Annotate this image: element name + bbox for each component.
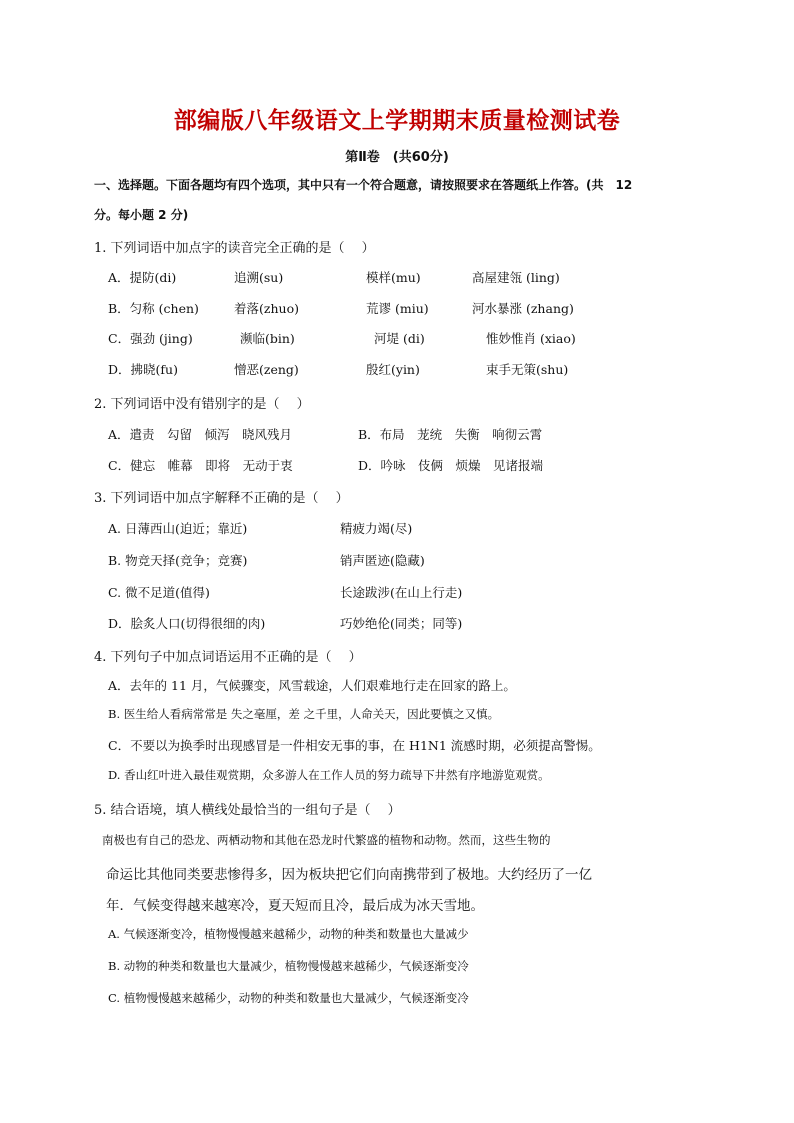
q3-option-b1: B. 物竞天择(竞争；竞赛) — [108, 553, 248, 568]
question-3-stem: 3. 下列词语中加点字解释不正确的是（ ） — [94, 491, 349, 506]
q1-option-d4: 束手无策(shu) — [486, 362, 569, 377]
q4-option-a: A．去年的 11 月，气候骤变，风雪载途，人们艰难地行走在回家的路上。 — [108, 678, 516, 693]
q4-option-c: C．不要以为换季时出现感冒是一件相安无事的事，在 H1N1 流感时期，必须提高警惕。 — [108, 738, 601, 753]
q3-option-d1: D．脍炙人口(切得很细的肉) — [108, 616, 266, 631]
q5-passage-line-1: 南极也有自己的恐龙、两栖动物和其他在恐龙时代繁盛的植物和动物。然而，这些生物的 — [102, 833, 551, 847]
q3-option-c2: 长途跋涉(在山上行走) — [340, 585, 463, 600]
page-title: 部编版八年级语文上学期期末质量检测试卷 — [173, 108, 621, 134]
q2-option-b: B．布局 茏统 失衡 响彻云霄 — [358, 427, 543, 442]
section-heading — [94, 170, 706, 230]
q5-option-c: C. 植物慢慢越来越稀少，动物的种类和数量也大量减少，气候逐渐变冷 — [108, 991, 469, 1005]
q3-option-c1: C. 微不足道(值得) — [108, 585, 210, 600]
q3-option-a2: 精疲力竭(尽) — [340, 521, 413, 536]
q4-option-d: D. 香山红叶进入最佳观赏期，众多游人在工作人员的努力疏导下井然有序地游览观赏。 — [108, 768, 550, 782]
q2-option-c: C．健忘 帷幕 即将 无动于衷 — [108, 458, 293, 473]
q1-option-a2: 追溯(su) — [234, 270, 284, 285]
question-4-stem: 4. 下列句子中加点词语运用不正确的是（ ） — [94, 650, 362, 665]
question-1-stem: 1. 下列词语中加点字的读音完全正确的是（ ） — [94, 241, 375, 256]
q1-option-c4: 惟妙惟肖 (xiao) — [486, 331, 576, 346]
q1-option-b1: B．匀称 (chen) — [108, 301, 199, 316]
q3-option-d2: 巧妙绝伦(同类；同等) — [340, 616, 463, 631]
q2-option-d: D．吟咏 伎俩 烦燥 见诸报端 — [358, 458, 544, 473]
q1-option-a1: A．提防(di) — [108, 270, 177, 285]
question-2-stem: 2. 下列词语中没有错别字的是（ ） — [94, 397, 310, 412]
q2-option-a: A．遣责 勾留 倾泻 晓风残月 — [108, 427, 293, 442]
q5-passage-line-2: 命运比其他同类要悲惨得多，因为板块把它们向南携带到了极地。大约经历了一亿 — [106, 867, 592, 883]
q1-option-b3: 荒谬 (miu) — [366, 301, 429, 316]
q1-option-b4: 河水暴涨 (zhang) — [472, 301, 574, 316]
q1-option-d3: 殷红(yin) — [366, 362, 420, 377]
q3-option-a1: A. 日薄西山(迫近；靠近) — [108, 521, 248, 536]
q1-option-a4: 高屋建瓴 (ling) — [472, 270, 560, 285]
q1-option-d2: 憎恶(zeng) — [234, 362, 299, 377]
q1-option-c3: 河堤 (di) — [374, 331, 425, 346]
q1-option-b2: 着落(zhuo) — [234, 301, 299, 316]
q1-option-c1: C．强劲 (jing) — [108, 331, 193, 346]
q1-option-a3: 模样(mu) — [366, 270, 421, 285]
q3-option-b2: 销声匿迹(隐藏) — [340, 553, 425, 568]
q5-passage-line-3: 年．气候变得越来越寒冷，夏天短而且冷，最后成为冰天雪地。 — [106, 898, 484, 914]
question-5-stem: 5. 结合语境，填人横线处最恰当的一组句子是（ ） — [94, 803, 401, 818]
q1-option-d1: D．拂晓(fu) — [108, 362, 178, 377]
section-subtitle: 第Ⅱ卷 (共60分) — [345, 150, 449, 165]
q1-option-c2: 濒临(bin) — [240, 331, 295, 346]
q5-option-b: B. 动物的种类和数量也大量减少，植物慢慢越来越稀少，气候逐渐变冷 — [108, 959, 469, 973]
q5-option-a: A. 气候逐渐变冷，植物慢慢越来越稀少，动物的种类和数量也大量减少 — [108, 927, 469, 941]
q4-option-b: B. 医生给人看病常常是 失之毫厘，差 之千里，人命关天，因此要慎之又慎。 — [108, 707, 500, 721]
section-heading-line-2: 分。每小题 2 分) — [94, 208, 189, 222]
section-heading-line-1: 一、选择题。下面各题均有四个选项，其中只有一个符合题意，请按照要求在答题纸上作答。(共 12 — [94, 178, 633, 192]
